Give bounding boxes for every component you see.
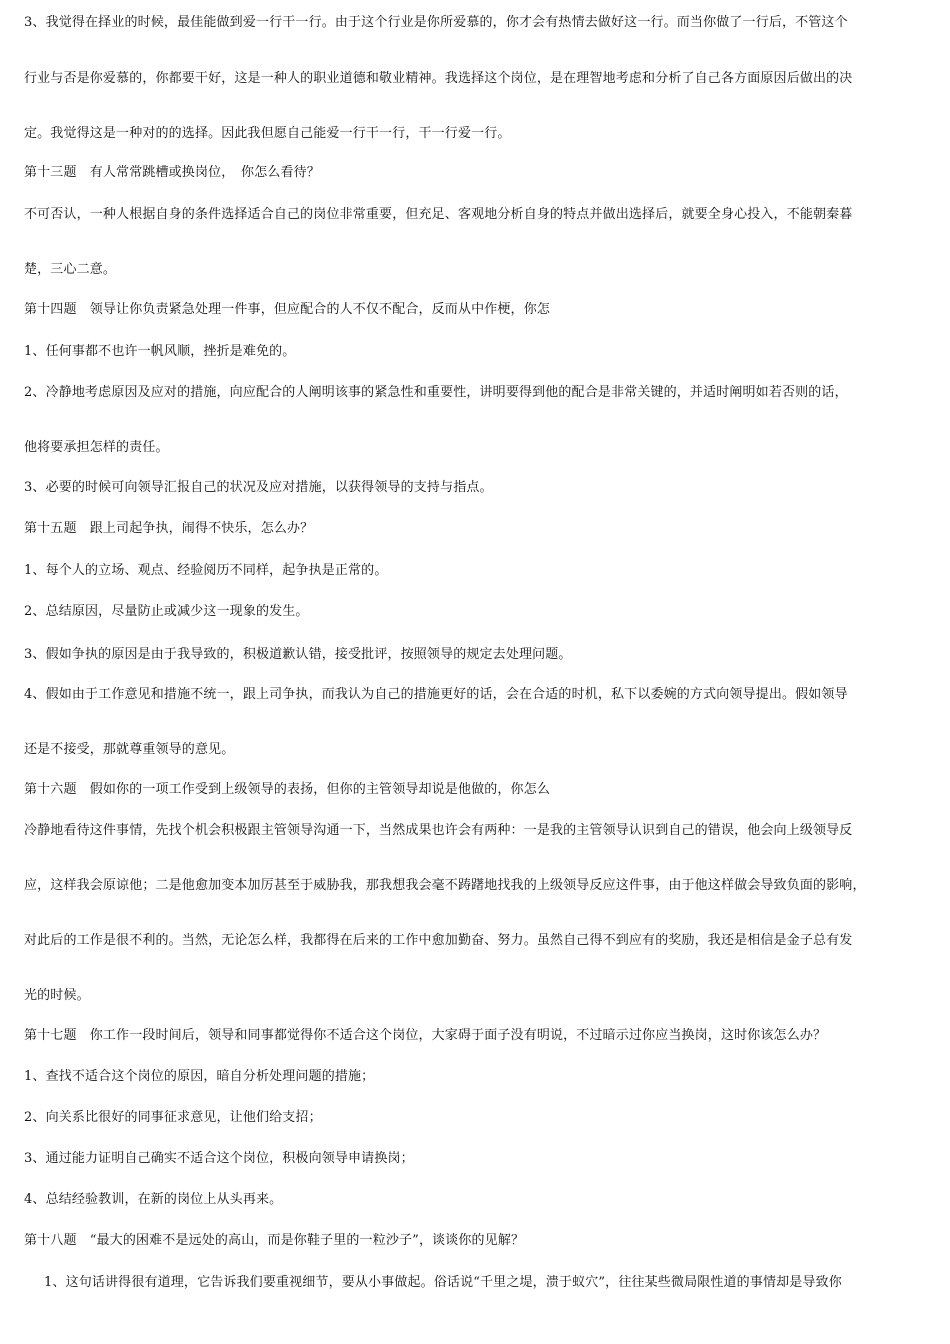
question-heading: 第十三题 有人常常跳槽或换岗位， 你怎么看待？ bbox=[24, 165, 320, 180]
text-line: 行业与否是你爱慕的，你都要干好，这是一种人的职业道德和敬业精神。我选择这个岗位，是在理智地考虑和分析了自己各方面原因后做出的决 bbox=[24, 71, 853, 86]
list-item: 3、假如争执的原因是由于我导致的，积极道歉认错，接受批评，按照领导的规定去处理问题。 bbox=[24, 647, 572, 662]
list-item: 1、每个人的立场、观点、经验阅历不同样，起争执是正常的。 bbox=[24, 563, 388, 578]
list-item: 1、查找不适合这个岗位的原因，暗自分析处理问题的措施； bbox=[24, 1069, 375, 1084]
text-line: 冷静地看待这件事情，先找个机会积极跟主管领导沟通一下，当然成果也许会有两种：一是我的主管领导认识到自己的错误，他会向上级领导反 bbox=[24, 823, 853, 838]
question-heading: 第十六题 假如你的一项工作受到上级领导的表扬，但你的主管领导却说是他做的，你怎么 bbox=[24, 782, 551, 797]
text-line: 不可否认，一种人根据自身的条件选择适合自己的岗位非常重要，但充足、客观地分析自身的特点并做出选择后，就要全身心投入，不能朝秦暮 bbox=[24, 207, 853, 222]
list-item: 3、必要的时候可向领导汇报自己的状况及应对措施，以获得领导的支持与指点。 bbox=[24, 480, 493, 495]
question-heading: 第十八题 “最大的困难不是远处的高山，而是你鞋子里的一粒沙子”，谈谈你的见解？ bbox=[24, 1233, 525, 1248]
text-line: 楚，三心二意。 bbox=[24, 262, 117, 277]
list-item: 4、总结经验教训，在新的岗位上从头再来。 bbox=[24, 1192, 283, 1207]
list-item: 1、这句话讲得很有道理，它告诉我们要重视细节，要从小事做起。俗话说“千里之堤，溃于蚁穴”，往往某些微局限性道的事情却是导致你 bbox=[44, 1275, 842, 1290]
list-item: 3、通过能力证明自己确实不适合这个岗位，积极向领导申请换岗； bbox=[24, 1151, 414, 1166]
text-line: 定。我觉得这是一种对的的选择。因此我但愿自己能爱一行干一行，干一行爱一行。 bbox=[24, 126, 511, 141]
question-heading: 第十四题 领导让你负责紧急处理一件事，但应配合的人不仅不配合，反而从中作梗，你怎 bbox=[24, 302, 551, 317]
list-item: 2、冷静地考虑原因及应对的措施，向应配合的人阐明该事的紧急性和重要性，讲明要得到他的配合是非常关键的，并适时阐明如若否则的话， bbox=[24, 385, 848, 400]
text-line: 光的时候。 bbox=[24, 988, 90, 1003]
text-line: 他将要承担怎样的责任。 bbox=[24, 440, 169, 455]
question-heading: 第十七题 你工作一段时间后，领导和同事都觉得你不适合这个岗位，大家碍于面子没有明说，不过暗示过你应当换岗，这时你该怎么办？ bbox=[24, 1028, 827, 1043]
list-item: 4、假如由于工作意见和措施不统一，跟上司争执，而我认为自己的措施更好的话，会在合适的时机，私下以委婉的方式向领导提出。假如领导 bbox=[24, 687, 848, 702]
list-item: 2、向关系比很好的同事征求意见，让他们给支招； bbox=[24, 1110, 322, 1125]
text-line: 还是不接受，那就尊重领导的意见。 bbox=[24, 742, 235, 757]
text-line: 对此后的工作是很不利的。当然，无论怎么样，我都得在后来的工作中愈加勤奋、努力。虽然自己得不到应有的奖励，我还是相信是金子总有发 bbox=[24, 933, 853, 948]
list-item: 2、总结原因，尽量防止或减少这一现象的发生。 bbox=[24, 604, 309, 619]
list-item: 1、任何事都不也许一帆风顺，挫折是难免的。 bbox=[24, 344, 296, 359]
text-line: 应，这样我会原谅他；二是他愈加变本加厉甚至于威胁我，那我想我会毫不踌躇地找我的上级领导反应这件事，由于他这样做会导致负面的影响， bbox=[24, 878, 866, 893]
question-heading: 第十五题 跟上司起争执，闹得不快乐，怎么办？ bbox=[24, 521, 314, 536]
text-line: 3、我觉得在择业的时候，最佳能做到爱一行干一行。由于这个行业是你所爱慕的，你才会有热情去做好这一行。而当你做了一行后，不管这个 bbox=[24, 15, 848, 30]
